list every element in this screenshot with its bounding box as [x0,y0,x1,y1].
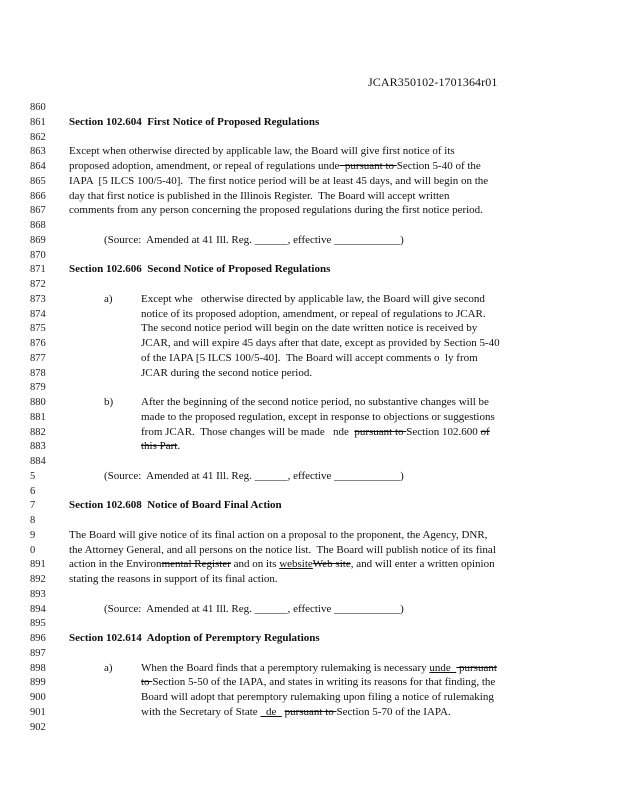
text-run: and on its [230,558,280,571]
text-run: , and will enter a written opinion [350,558,495,571]
inserted-text: website [279,558,313,571]
line-number: 862 [30,131,46,143]
line-number: 866 [30,190,46,202]
line-text [141,706,451,719]
line-text [141,367,312,380]
line-text [141,352,478,365]
text-run: . [177,440,181,453]
line-number: 875 [30,323,46,335]
text-run: comments from any person concerning the proposed regulations during the first notice period. [69,204,483,217]
struck-text: pursuant to [339,160,397,172]
inserted-text: de [260,705,282,718]
line-number: 894 [30,603,46,615]
text-run: (Source: Amended at 41 Ill. Reg. ______, effective ____________) [104,469,404,482]
text-run: Section 102.600 [406,425,481,438]
line-number: 861 [30,116,46,128]
struck-text: pursuant to [354,425,407,438]
document-id-header: JCAR350102-1701364r01 [368,75,498,89]
text-run: day that first notice is published in the Illinois Register. The Board will accept written [69,189,450,202]
line-number: 877 [30,352,46,364]
text-run: proposed adoption, amendment, or repeal of regulations unde [69,160,340,172]
text-run: (Source: Amended at 41 Ill. Reg. ______, effective ____________) [104,233,404,246]
line-number: 895 [30,618,46,630]
line-number: 884 [30,456,46,467]
line-number: 891 [30,559,46,571]
text-run: the Attorney General, and all persons on the notice list. The Board will publish notice of its final [69,543,496,556]
text-run: made to the proposed regulation, except in response to objections or suggestions [141,410,495,423]
text-run: with the Secretary of State [141,705,261,718]
line-number: 0 [30,544,36,556]
struck-text: this Part [141,440,178,453]
line-text [141,691,494,704]
line-text [141,426,490,439]
line-number: 5 [30,470,36,482]
line-number: 882 [30,426,46,438]
text-run: When the Board finds that a peremptory rulemaking is necessary [141,661,430,674]
line-number: 901 [30,706,46,718]
text-run: Section 5-40 of the [396,160,481,172]
line-number: 9 [30,529,36,541]
text-run: IAPA [5 ILCS 100/5-40]. The first notice period will be at least 45 days, and will begin on the [69,174,489,187]
text-run: Section 102.614 Adoption of Peremptory Regulations [69,632,320,644]
line-text [104,293,113,306]
text-run: JCAR, and will expire 45 days after that date, except as provided by Section 5-40 [141,337,500,349]
line-text [141,322,477,335]
text-run: After the beginning of the second notice period, no substantive changes will be [141,396,489,408]
line-number: 863 [30,146,46,158]
text-run: Section 102.604 First Notice of Proposed Regulations [69,115,320,128]
section-heading [69,263,330,276]
line-text [141,396,489,409]
line-number: 860 [30,102,46,113]
line-number: 879 [30,382,46,394]
line-text [104,603,404,616]
text-run: JCAR during the second notice period. [141,366,313,379]
line-number: 8 [30,515,36,526]
inserted-text: unde [429,661,457,674]
line-number: 7 [30,500,36,512]
line-number: 900 [30,692,46,703]
line-text [104,662,113,675]
text-run: action in the Environ [69,558,162,571]
line-text [141,676,495,689]
line-number: 872 [30,279,46,290]
text-run: Board will adopt that peremptory rulemaking upon filing a notice of rulemaking [141,691,494,703]
line-number: 864 [30,161,46,172]
text-run: The second notice period will begin on the date written notice is received by [141,322,478,335]
line-number: 896 [30,633,46,644]
line-text [141,337,500,350]
text-run: Section 5-70 of the IAPA. [336,705,451,718]
text-run: Section 102.606 Second Notice of Proposed Regulations [69,263,331,276]
text-run: a) [104,661,113,674]
line-number: 898 [30,662,46,674]
line-text [141,293,485,306]
line-number: 893 [30,588,46,600]
line-text [69,204,483,217]
text-run: Section 5-50 of the IAPA, and states in writing its reasons for that finding, the [152,676,496,689]
section-heading [69,116,319,129]
struck-text: to [141,676,153,689]
line-text [69,160,481,173]
struck-text: Web site [312,558,351,571]
section-heading [69,499,282,512]
line-text [104,396,113,409]
text-run: of the IAPA [5 ILCS 100/5-40]. The Board will accept comments o ly from [141,351,478,364]
line-number: 902 [30,721,46,733]
line-number: 897 [30,647,46,659]
struck-text: mental Register [161,558,231,571]
line-text [104,234,404,247]
line-text [69,529,487,542]
line-number: 6 [30,485,36,497]
line-text [69,544,496,557]
line-number: 870 [30,249,46,261]
text-run: a) [104,292,113,305]
text-run: (Source: Amended at 41 Ill. Reg. ______, effective ____________) [104,602,404,615]
line-number: 876 [30,338,46,349]
line-number: 873 [30,293,46,305]
text-run: b) [104,396,114,408]
line-number: 869 [30,234,46,246]
line-text [141,662,497,675]
section-heading [69,632,320,645]
text-run: stating the reasons in support of its final action. [69,573,278,585]
line-number: 881 [30,411,46,423]
line-number: 883 [30,441,46,453]
line-number: 867 [30,205,46,217]
line-text [141,440,180,453]
text-run: Except whe otherwise directed by applicable law, the Board will give second [141,292,485,305]
text-run: Except when otherwise directed by applicable law, the Board will give first notice of its [69,145,455,158]
line-text [104,470,404,483]
struck-text: pursuant [456,661,497,674]
line-number: 878 [30,367,46,379]
line-number: 868 [30,220,46,231]
text-run: The Board will give notice of its final action on a proposal to the proponent, the Agency, DNR, [69,528,488,541]
line-number: 880 [30,397,46,408]
line-number: 892 [30,574,46,585]
line-number: 871 [30,264,46,276]
line-text [69,145,455,158]
line-number: 899 [30,677,46,689]
line-number: 865 [30,175,46,187]
struck-text: pursuant to [284,705,337,718]
line-number: 874 [30,308,46,320]
text-run: notice of its proposed adoption, amendment, or repeal of regulations to JCAR. [141,307,486,320]
text-run: from JCAR. Those changes will be made nde [141,425,355,438]
text-run: Section 102.608 Notice of Board Final Action [69,499,282,512]
line-text [69,573,278,586]
line-text [141,411,495,424]
line-text [69,190,449,203]
line-text [141,308,486,321]
line-text [69,175,488,188]
line-text [69,558,495,571]
struck-text: of [480,425,490,438]
